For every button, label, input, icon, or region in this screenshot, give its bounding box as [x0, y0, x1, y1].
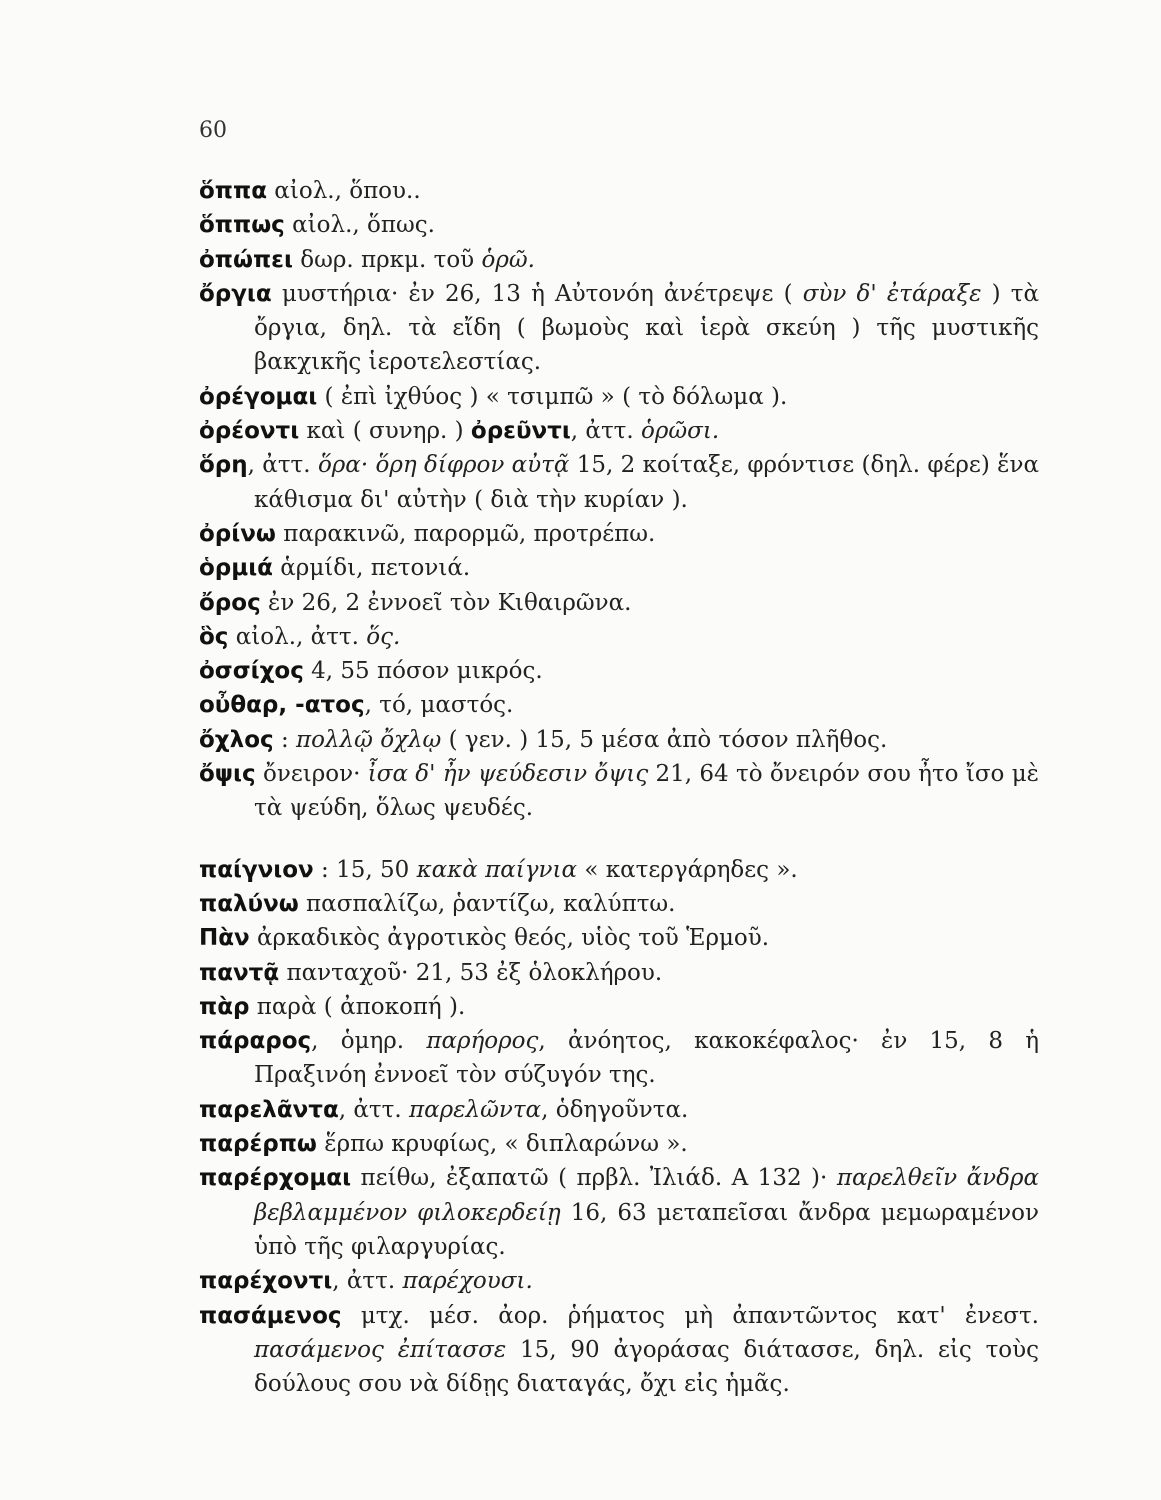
- glossary-entry: [199, 1093, 1039, 1127]
- entry-definition: δωρ. πρκμ. τοῦ: [292, 246, 482, 273]
- entry-definition: , ἀνόητος, κακοκέφαλος· ἐν 15, 8 ἡ Πραξινόη ἐννοεῖ τὸν σύζυγόν της.: [254, 1028, 1039, 1089]
- glossary-entry: [199, 1299, 1039, 1402]
- glossary-entry: [199, 1024, 1039, 1093]
- glossary-entry: [199, 654, 1039, 688]
- entry-definition: ( ἐπὶ ἰχθύος ) « τσιμπῶ » ( τὸ δόλωμα ).: [317, 383, 788, 410]
- entry-definition: πανταχοῦ· 21, 53 ἐξ ὁλοκλήρου.: [279, 959, 663, 986]
- entry-citation: παρήορος: [426, 1028, 539, 1055]
- glossary-entry: [199, 414, 1039, 448]
- entry-definition: :: [273, 726, 297, 753]
- glossary-entry: [199, 586, 1039, 620]
- entry-headword: ὀρέγομαι: [199, 383, 318, 410]
- entry-citation: κακὰ παίγνια: [416, 856, 578, 883]
- entry-definition: καὶ ( συνηρ. ): [299, 418, 471, 445]
- entry-definition: , ἀττ.: [570, 418, 642, 445]
- glossary-entry: [199, 517, 1039, 551]
- entry-definition: , ὁδηγοῦντα.: [541, 1096, 689, 1123]
- entry-headword: ὃς: [199, 623, 229, 650]
- entry-headword: ὀρέοντι: [199, 418, 300, 445]
- entry-definition: , ὁμηρ.: [311, 1028, 427, 1055]
- entry-citation: πολλῷ ὄχλῳ: [296, 726, 442, 753]
- glossary-entry: [199, 620, 1039, 654]
- entry-definition: ἀρκαδικὸς ἀγροτικὸς θεός, υἱὸς τοῦ Ἑρμοῦ.: [249, 925, 770, 952]
- entry-definition: μτχ. μέσ. ἀορ. ῥήματος μὴ ἀπαντῶντος κατ' ἐνεστ.: [341, 1302, 1039, 1329]
- glossary-entry: [199, 1161, 1039, 1264]
- entry-definition: ἕρπω κρυφίως, « διπλαρώνω ».: [316, 1131, 688, 1158]
- glossary-entry: [199, 174, 1039, 208]
- glossary-entry: [199, 956, 1039, 990]
- entry-headword: πασάμενος: [199, 1302, 342, 1329]
- entry-definition: μυστήρια· ἐν 26, 13 ἡ Αὐτονόη ἀνέτρεψε (: [271, 280, 803, 307]
- glossary-entry: [199, 208, 1039, 242]
- entry-definition: ) τὰ ὄργια, δηλ. τὰ εἴδη ( βωμοὺς καὶ ἱερὰ σκεύη ) τῆς μυστικῆς βακχικῆς ἱεροτελεστίας.: [254, 280, 1039, 376]
- entry-headword: ὄρος: [199, 589, 261, 616]
- entry-citation: παρέχουσι.: [402, 1268, 533, 1295]
- entry-definition: παρακινῶ, παρορμῶ, προτρέπω.: [275, 520, 656, 547]
- entry-headword: πάραρος: [199, 1028, 312, 1055]
- entry-headword: ὀσσίχος: [199, 658, 304, 685]
- entry-definition: , τό, μαστός.: [364, 692, 514, 719]
- entry-definition: , ἀττ.: [338, 1096, 409, 1123]
- glossary-entry: [199, 1127, 1039, 1161]
- entry-definition: ἁρμίδι, πετονιά.: [272, 555, 471, 582]
- glossary-entry: [199, 448, 1039, 517]
- entry-definition: , ἀττ.: [247, 452, 318, 479]
- entry-headword: ὅππως: [199, 212, 285, 239]
- entry-headword: παίγνιον: [199, 856, 314, 883]
- entry-definition: 15, 2 κοίταξε, φρόντισε (δηλ. φέρε) ἕνα κάθισμα δι' αὐτὴν ( διὰ τὴν κυρίαν ).: [254, 452, 1039, 513]
- entry-citation: ὁρῶ.: [481, 246, 535, 273]
- glossary-entry: [199, 551, 1039, 585]
- glossary-entry: [199, 1264, 1039, 1298]
- glossary-entry: [199, 277, 1039, 380]
- entry-citation: παρελῶντα: [409, 1096, 542, 1123]
- entry-definition: πείθω, ἐξαπατῶ ( πρβλ. Ἰλιάδ. Α 132 )·: [351, 1165, 837, 1192]
- entry-headword: ὁρμιά: [199, 555, 273, 582]
- entry-definition: « κατεργάρηδες ».: [577, 856, 798, 883]
- entry-citation: σὺν δ' ἐτάραξε: [802, 280, 982, 307]
- entry-citation: ὁρῶσι.: [641, 418, 720, 445]
- entry-citation: πασάμενος ἐπίτασσε: [254, 1336, 507, 1363]
- glossary-entry: [199, 380, 1039, 414]
- entry-headword: οὖθαρ, -ατος: [199, 692, 365, 719]
- entry-headword: ὀπώπει: [199, 246, 293, 273]
- entry-definition: αἰολ., ὅπως.: [284, 212, 435, 239]
- entry-definition: 4, 55 πόσον μικρός.: [303, 658, 543, 685]
- glossary-entry: [199, 887, 1039, 921]
- entry-headword: ὄψις: [199, 761, 256, 788]
- glossary-entry: [199, 723, 1039, 757]
- entry-citation: ὅς.: [366, 623, 401, 650]
- entry-headword: παντᾷ: [199, 959, 280, 986]
- entry-headword: ὄργια: [199, 280, 272, 307]
- entry-headword: παλύνω: [199, 890, 299, 917]
- entry-citation: ἶσα δ' ἦν ψεύδεσιν ὄψις: [367, 761, 649, 788]
- entry-definition: 16, 63 μεταπεῖσαι ἄνδρα μεμωραμένον ὑπὸ τῆς φιλαργυρίας.: [254, 1199, 1039, 1260]
- entry-definition: ἐν 26, 2 ἐννοεῖ τὸν Κιθαιρῶνα.: [260, 589, 632, 616]
- glossary-entry: [199, 757, 1039, 826]
- entry-headword: παρέρχομαι: [199, 1165, 352, 1192]
- glossary-entry: [199, 688, 1039, 722]
- entry-headword: ὅρη: [199, 452, 248, 479]
- glossary-entry: [199, 990, 1039, 1024]
- entry-definition: 15, 90 ἀγοράσας διάτασσε, δηλ. εἰς τοὺς δούλους σου νὰ δίδῃς διαταγάς, ὄχι εἰς ἡμᾶς.: [254, 1336, 1040, 1398]
- entry-definition: , ἀττ.: [332, 1268, 403, 1295]
- entry-headword: ὅππα: [199, 178, 267, 204]
- entry-citation: παρελθεῖν ἄνδρα βεβλαμμένον φιλοκερδείῃ: [254, 1165, 1039, 1226]
- entry-definition: 21, 64 τὸ ὄνειρόν σου ἦτο ἴσο μὲ τὰ ψεύδη, ὅλως ψευδές.: [254, 761, 1039, 822]
- entry-headword: πὰρ: [199, 993, 250, 1020]
- entry-definition: παρὰ ( ἀποκοπή ).: [249, 993, 466, 1020]
- entry-definition: αἰολ., ὅπου..: [267, 178, 421, 204]
- glossary-entry: [199, 243, 1039, 277]
- entry-definition: πασπαλίζω, ῥαντίζω, καλύπτω.: [298, 890, 676, 917]
- entry-headword: παρελᾶντα: [199, 1096, 339, 1123]
- glossary-entries: [199, 174, 1039, 1401]
- entry-definition: ὄνειρον·: [255, 761, 368, 788]
- entry-headword: Πὰν: [199, 925, 250, 952]
- entry-definition: : 15, 50: [313, 856, 417, 883]
- entry-headword: ὀρίνω: [199, 520, 276, 547]
- page-number: 60: [199, 118, 227, 143]
- entry-citation: ὅρα· ὅρη δίφρον αὐτᾷ: [317, 452, 570, 479]
- entry-headword: παρέρπω: [199, 1131, 317, 1158]
- entry-definition: ὀρεῦντι: [470, 418, 571, 445]
- entry-definition: ( γεν. ) 15, 5 μέσα ἀπὸ τόσον πλῆθος.: [441, 726, 888, 753]
- entry-headword: παρέχοντι: [199, 1268, 333, 1295]
- entry-headword: ὄχλος: [199, 726, 274, 753]
- glossary-entry: [199, 853, 1039, 887]
- glossary-entry: [199, 921, 1039, 955]
- entry-definition: αἰολ., ἀττ.: [228, 623, 367, 650]
